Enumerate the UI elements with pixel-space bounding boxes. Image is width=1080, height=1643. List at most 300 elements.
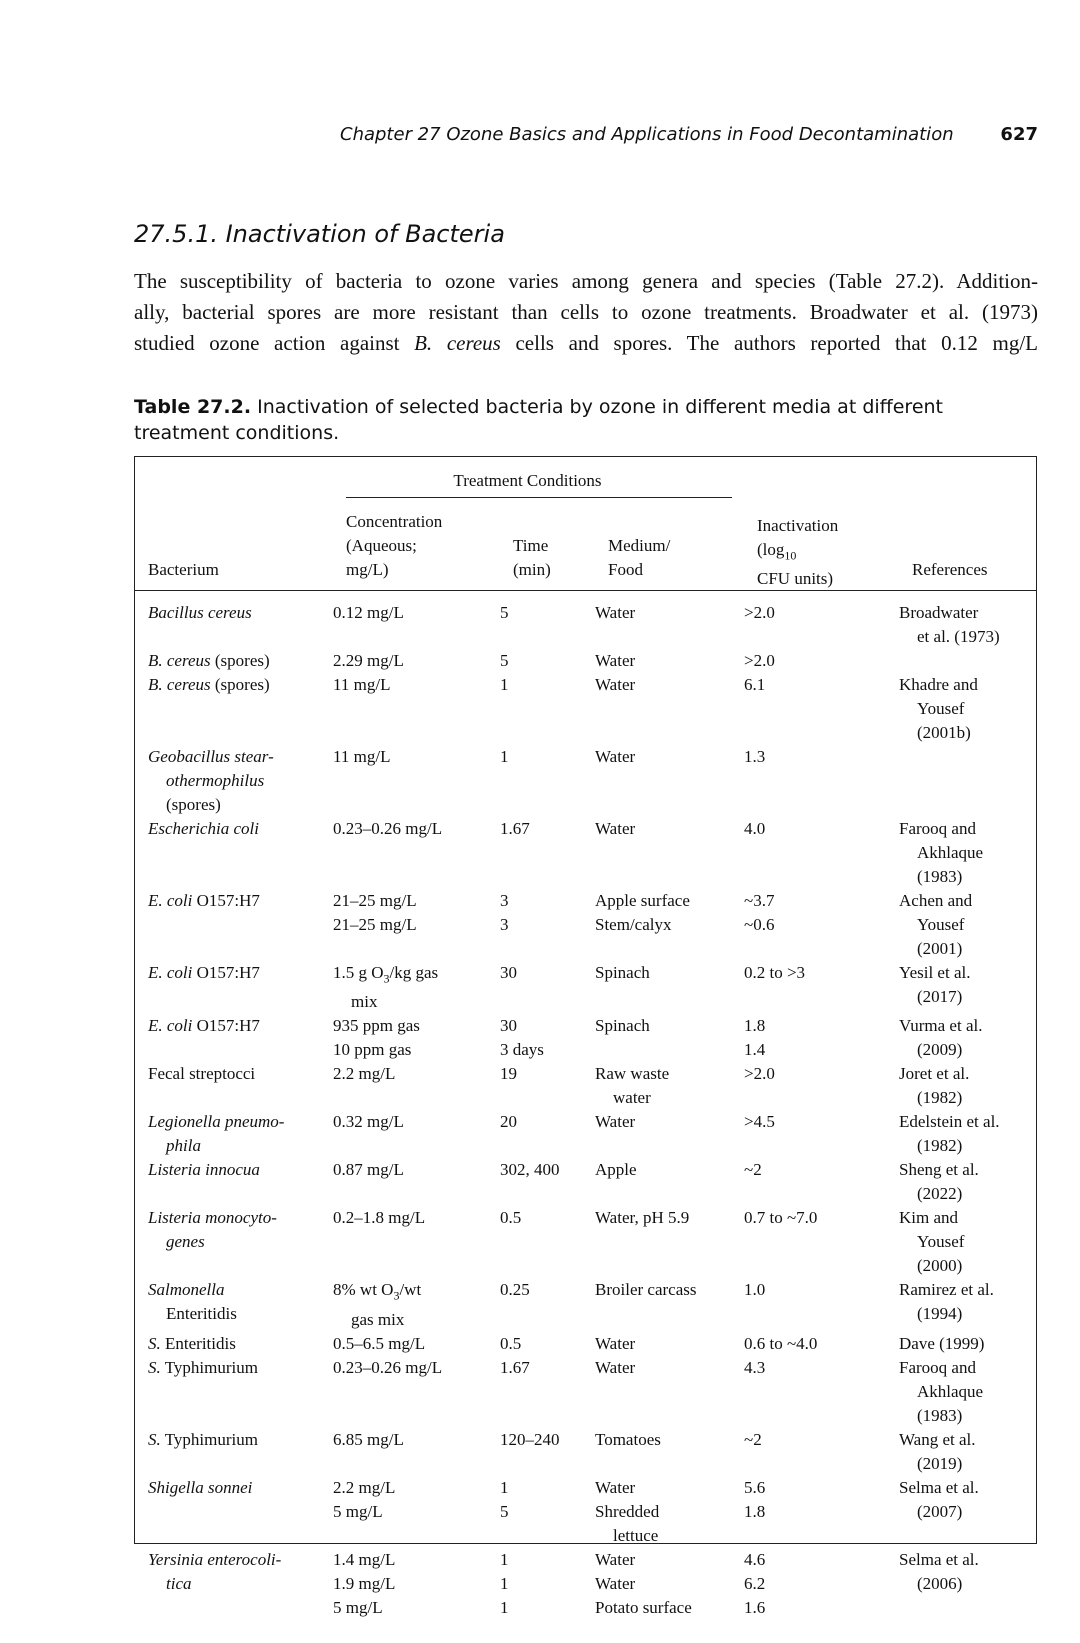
text-run: Enteritidis xyxy=(160,1333,236,1353)
text-run: E. coli xyxy=(148,1016,193,1036)
cell-line xyxy=(148,745,333,769)
cell-line: 6.2 xyxy=(744,1573,766,1593)
cell-line: 120–240 xyxy=(500,1429,560,1449)
cell-line: 1.8 xyxy=(744,1501,766,1521)
cell-line: Water, pH 5.9 xyxy=(595,1208,690,1228)
cell-line: (1983) xyxy=(917,867,963,886)
cell-line: 0.2–1.8 mg/L xyxy=(333,1208,426,1228)
table-row xyxy=(135,673,1036,745)
cell-inactivation xyxy=(744,1428,899,1476)
cell-line: Water xyxy=(595,1477,636,1497)
cell-line xyxy=(148,1548,333,1572)
col-header-references: References xyxy=(912,560,988,579)
cell-line: (2006) xyxy=(917,1573,963,1593)
text-run: othermophilus xyxy=(166,771,265,790)
table-row xyxy=(135,817,1036,889)
cell-line: 0.23–0.26 mg/L xyxy=(333,1357,443,1377)
text-run: Geobacillus stear- xyxy=(148,747,274,766)
cell-line: (2009) xyxy=(917,1040,963,1060)
cell-line: (2022) xyxy=(917,1184,963,1204)
cell-line: (2019) xyxy=(917,1453,963,1473)
cell-medium xyxy=(595,961,744,1014)
cell-references xyxy=(899,1206,1034,1278)
text-run: S. xyxy=(148,1429,161,1449)
cell-line: Khadre and xyxy=(899,675,978,694)
cell-references xyxy=(899,745,1034,817)
table-row xyxy=(135,1206,1036,1278)
cell-time xyxy=(500,1278,595,1331)
text-run: phila xyxy=(166,1136,201,1156)
cell-references xyxy=(899,1110,1034,1158)
cell-line: 20 xyxy=(500,1112,517,1132)
cell-inactivation xyxy=(744,1356,899,1428)
cell-concentration xyxy=(333,673,500,745)
cell-time xyxy=(500,1014,595,1062)
table-row xyxy=(135,1332,1036,1356)
cell-line: 1.4 mg/L xyxy=(333,1549,396,1569)
cell-line xyxy=(148,649,333,673)
cell-line: 0.7 to ~7.0 xyxy=(744,1208,818,1228)
cell-line: 0.5 xyxy=(500,1333,522,1353)
cell-line: Yousef xyxy=(917,699,965,718)
table-row xyxy=(135,1278,1036,1331)
cell-line: Water xyxy=(595,1573,636,1593)
cell-line: ~3.7 xyxy=(744,891,775,910)
cell-line: 302, 400 xyxy=(500,1160,560,1180)
cell-references xyxy=(899,1476,1034,1548)
running-title: Chapter 27 Ozone Basics and Applications in Food Decontamination xyxy=(340,124,954,145)
cell-line: 5 mg/L xyxy=(333,1501,383,1521)
cell-line: 1 xyxy=(500,747,509,766)
cell-references xyxy=(899,1356,1034,1428)
cell-line: >2.0 xyxy=(744,603,775,622)
cell-inactivation xyxy=(744,1332,899,1356)
cell-line: (1982) xyxy=(917,1136,963,1156)
cell-line: 1.8 xyxy=(744,1016,766,1036)
cell-references xyxy=(899,1062,1034,1110)
col-header-line: Food xyxy=(608,560,643,579)
text-run: Yersinia enterocoli- xyxy=(148,1549,282,1569)
cell-bacterium xyxy=(135,1428,333,1476)
cell-inactivation xyxy=(744,817,899,889)
cell-line: 6.85 mg/L xyxy=(333,1429,404,1449)
cell-concentration xyxy=(333,601,500,649)
cell-bacterium xyxy=(135,889,333,961)
cell-line: 5 mg/L xyxy=(333,1597,383,1617)
section-title: 27.5.1. Inactivation of Bacteria xyxy=(134,220,505,248)
cell-concentration xyxy=(333,1476,500,1548)
cell-line: (1983) xyxy=(917,1405,963,1425)
cell-line: Shredded xyxy=(595,1501,660,1521)
cell-line: 11 mg/L xyxy=(333,747,391,766)
cell-time xyxy=(500,1476,595,1548)
cell-line: 4.0 xyxy=(744,819,766,838)
cell-line: Selma et al. xyxy=(899,1549,979,1569)
cell-line: 21–25 mg/L xyxy=(333,915,417,934)
cell-line: 0.23–0.26 mg/L xyxy=(333,819,443,838)
subscript: 10 xyxy=(784,548,797,563)
text-run: E. coli xyxy=(148,963,193,982)
species-name: B. cereus xyxy=(414,331,501,355)
cell-line: 1 xyxy=(500,1573,509,1593)
cell-concentration xyxy=(333,649,500,673)
cell-line: Yousef xyxy=(917,915,965,934)
table-row xyxy=(135,601,1036,649)
cell-line: Water xyxy=(595,747,636,766)
text-run: Typhimurium xyxy=(160,1357,258,1377)
cell-inactivation xyxy=(744,1014,899,1062)
cell-line: Ramirez et al. xyxy=(899,1280,994,1300)
cell-line: 0.87 mg/L xyxy=(333,1160,404,1180)
paragraph-line: ally, bacterial spores are more resistant than cells to ozone treatments. Broadwater et al. (1973) xyxy=(134,300,1038,324)
cell-line: 1 xyxy=(500,1549,509,1569)
cell-time xyxy=(500,649,595,673)
col-header-concentration xyxy=(346,510,442,582)
cell-line xyxy=(148,817,333,841)
cell-line: (1982) xyxy=(917,1088,963,1108)
cell-line: Stem/calyx xyxy=(595,915,672,934)
text-run: tica xyxy=(166,1573,192,1593)
cell-line: 30 xyxy=(500,1016,517,1036)
cell-line: 3 xyxy=(500,891,509,910)
table-row xyxy=(135,1014,1036,1062)
cell-line: 0.2 to >3 xyxy=(744,963,806,982)
cell-line: 1 xyxy=(500,1477,509,1497)
cell-time xyxy=(500,1428,595,1476)
col-header-line: mg/L) xyxy=(346,560,389,579)
cell-concentration xyxy=(333,1428,500,1476)
cell-references xyxy=(899,673,1034,745)
col-header-line: Time xyxy=(513,536,549,555)
subscript: 3 xyxy=(383,971,390,986)
cell-line: Wang et al. xyxy=(899,1429,976,1449)
cell-medium xyxy=(595,1356,744,1428)
cell-line: Joret et al. xyxy=(899,1064,970,1084)
cell-line: 1 xyxy=(500,675,509,694)
cell-line: 1.9 mg/L xyxy=(333,1573,396,1593)
table-row xyxy=(135,961,1036,1014)
cell-line: >2.0 xyxy=(744,1064,775,1084)
col-header-inactivation xyxy=(757,514,838,591)
cell-line: 0.12 mg/L xyxy=(333,603,404,622)
cell-line xyxy=(148,1110,333,1134)
cell-line: 0.32 mg/L xyxy=(333,1112,404,1132)
cell-time xyxy=(500,1332,595,1356)
cell-line xyxy=(148,769,333,793)
text-run: (spores) xyxy=(166,795,221,814)
text-run: Legionella pneumo- xyxy=(148,1112,285,1132)
cell-line: et al. (1973) xyxy=(917,627,1000,646)
cell-medium xyxy=(595,1278,744,1331)
text-run: E. coli xyxy=(148,891,193,910)
cell-line xyxy=(148,1428,333,1452)
cell-line: ~0.6 xyxy=(744,915,775,934)
cell-line: Apple surface xyxy=(595,891,690,910)
cell-line: >4.5 xyxy=(744,1112,775,1132)
cell-line xyxy=(148,1206,333,1230)
table-row xyxy=(135,1356,1036,1428)
cell-inactivation xyxy=(744,745,899,817)
cell-line: gas mix xyxy=(351,1309,405,1329)
cell-concentration xyxy=(333,1062,500,1110)
cell-medium xyxy=(595,1476,744,1548)
cell-bacterium xyxy=(135,1110,333,1158)
cell-line: Yesil et al. xyxy=(899,963,971,982)
cell-bacterium xyxy=(135,1158,333,1206)
table-row xyxy=(135,1428,1036,1476)
cell-inactivation xyxy=(744,1278,899,1331)
cell-line: 6.1 xyxy=(744,675,766,694)
caption-label: Table 27.2. xyxy=(134,396,252,418)
cell-line: ~2 xyxy=(744,1429,762,1449)
table-row xyxy=(135,889,1036,961)
cell-inactivation xyxy=(744,1062,899,1110)
paragraph-line xyxy=(134,328,1038,359)
cell-line: Water xyxy=(595,1333,636,1353)
cell-medium xyxy=(595,889,744,961)
cell-time xyxy=(500,601,595,649)
cell-concentration xyxy=(333,1014,500,1062)
cell-medium xyxy=(595,1332,744,1356)
cell-bacterium xyxy=(135,601,333,649)
cell-inactivation xyxy=(744,889,899,961)
text-run: Enteritidis xyxy=(166,1304,237,1324)
text-run: Typhimurium xyxy=(160,1429,258,1449)
cell-line: Water xyxy=(595,1357,636,1377)
cell-line: Water xyxy=(595,651,636,670)
table-row xyxy=(135,649,1036,673)
cell-references xyxy=(899,1014,1034,1062)
cell-bacterium xyxy=(135,1062,333,1110)
cell-line: 2.2 mg/L xyxy=(333,1477,396,1497)
paragraph-text: cells and spores. The authors reported that 0.12 mg/L xyxy=(500,331,1038,355)
cell-line: 935 ppm gas xyxy=(333,1016,420,1036)
cell-line: Farooq and xyxy=(899,819,976,838)
cell-line: (1994) xyxy=(917,1304,963,1324)
cell-line: >2.0 xyxy=(744,651,775,670)
cell-medium xyxy=(595,1110,744,1158)
data-table xyxy=(134,456,1037,1617)
cell-line: Farooq and xyxy=(899,1357,976,1377)
cell-concentration xyxy=(333,1356,500,1428)
cell-line: Broadwater xyxy=(899,603,979,622)
cell-line: (2000) xyxy=(917,1256,963,1276)
cell-medium xyxy=(595,817,744,889)
paragraph-line: The susceptibility of bacteria to ozone varies among genera and species (Table 27.2). Addition- xyxy=(134,269,1038,293)
cell-line: Water xyxy=(595,1112,636,1132)
table-row xyxy=(135,1062,1036,1110)
cell-inactivation xyxy=(744,1158,899,1206)
text-run: (spores) xyxy=(210,675,270,694)
cell-line: 0.5 xyxy=(500,1208,522,1228)
cell-references xyxy=(899,889,1034,961)
cell-line: 1.3 xyxy=(744,747,766,766)
cell-line: 5 xyxy=(500,1501,509,1521)
cell-line: 11 mg/L xyxy=(333,675,391,694)
cell-line: 5.6 xyxy=(744,1477,766,1497)
cell-line xyxy=(148,1476,333,1500)
cell-concentration xyxy=(333,1110,500,1158)
caption-text: Inactivation of selected bacteria by ozone in different media at different treatment conditions. xyxy=(134,396,944,444)
col-header-line: Concentration xyxy=(346,512,443,531)
table-row xyxy=(135,745,1036,817)
text-run: O157:H7 xyxy=(192,891,260,910)
cell-line: Akhlaque xyxy=(917,843,984,862)
cell-concentration xyxy=(333,889,500,961)
col-header-line: (Aqueous; xyxy=(346,536,417,555)
cell-line xyxy=(148,1134,333,1158)
col-header-time xyxy=(513,534,551,582)
cell-line: 1.67 xyxy=(500,819,530,838)
cell-line xyxy=(148,1572,333,1596)
text-run: (spores) xyxy=(210,651,270,670)
cell-line xyxy=(148,1278,333,1302)
cell-line: 4.3 xyxy=(744,1357,766,1377)
cell-bacterium xyxy=(135,649,333,673)
cell-line xyxy=(148,1332,333,1356)
cell-line: 2.29 mg/L xyxy=(333,651,404,670)
cell-line: Spinach xyxy=(595,1016,650,1036)
cell-bacterium xyxy=(135,673,333,745)
cell-medium xyxy=(595,1014,744,1062)
table-body xyxy=(135,601,1036,1620)
cell-line: Sheng et al. xyxy=(899,1160,979,1180)
cell-line: Akhlaque xyxy=(917,1381,984,1401)
col-header-bacterium: Bacterium xyxy=(148,560,219,579)
col-header-line: CFU units) xyxy=(757,569,834,589)
cell-medium xyxy=(595,601,744,649)
cell-bacterium xyxy=(135,1332,333,1356)
cell-line xyxy=(148,889,333,913)
text-run: O157:H7 xyxy=(192,963,260,982)
cell-line xyxy=(148,1302,333,1326)
table-row xyxy=(135,1548,1036,1620)
cell-concentration xyxy=(333,745,500,817)
cell-line: (2007) xyxy=(917,1501,963,1521)
text-run: B. cereus xyxy=(148,651,211,670)
cell-line: 30 xyxy=(500,963,517,982)
cell-bacterium xyxy=(135,1476,333,1548)
cell-time xyxy=(500,673,595,745)
cell-concentration xyxy=(333,1548,500,1620)
cell-inactivation xyxy=(744,1110,899,1158)
cell-time xyxy=(500,817,595,889)
cell-time xyxy=(500,1356,595,1428)
cell-line: (2001b) xyxy=(917,723,971,742)
cell-line: 4.6 xyxy=(744,1549,766,1569)
cell-line: Potato surface xyxy=(595,1597,692,1617)
cell-line: 2.2 mg/L xyxy=(333,1064,396,1084)
cell-medium xyxy=(595,1158,744,1206)
cell-time xyxy=(500,1158,595,1206)
cell-line: 1.4 xyxy=(744,1040,766,1060)
cell-line: 3 days xyxy=(500,1040,544,1060)
cell-inactivation xyxy=(744,601,899,649)
text-run: O157:H7 xyxy=(192,1016,260,1036)
cell-line: Raw waste xyxy=(595,1064,670,1084)
cell-line: Spinach xyxy=(595,963,650,982)
cell-line xyxy=(148,601,333,625)
cell-line: 0.25 xyxy=(500,1280,530,1300)
cell-line: 1 xyxy=(500,1597,509,1617)
subscript: 3 xyxy=(393,1288,400,1303)
cell-inactivation xyxy=(744,961,899,1014)
cell-bacterium xyxy=(135,817,333,889)
table-row xyxy=(135,1158,1036,1206)
cell-line: Achen and xyxy=(899,891,973,910)
paragraph-text: studied ozone action against xyxy=(134,331,415,355)
col-header-line: (min) xyxy=(513,560,551,579)
cell-medium xyxy=(595,1548,744,1620)
table-row xyxy=(135,1110,1036,1158)
cell-line: Water xyxy=(595,675,636,694)
cell-line: Edelstein et al. xyxy=(899,1112,1000,1132)
group-header-rule xyxy=(346,497,732,498)
cell-line: 19 xyxy=(500,1064,517,1084)
cell-references xyxy=(899,1428,1034,1476)
cell-line: Broiler carcass xyxy=(595,1280,697,1300)
text-run: genes xyxy=(166,1232,205,1252)
cell-line: Vurma et al. xyxy=(899,1016,983,1036)
cell-line: Tomatoes xyxy=(595,1429,661,1449)
cell-time xyxy=(500,1206,595,1278)
cell-line xyxy=(148,1062,333,1086)
cell-concentration xyxy=(333,1158,500,1206)
cell-concentration xyxy=(333,1206,500,1278)
cell-references xyxy=(899,1332,1034,1356)
cell-line: 1.0 xyxy=(744,1280,766,1300)
text-run: Shigella sonnei xyxy=(148,1477,253,1497)
cell-concentration xyxy=(333,817,500,889)
cell-line: 3 xyxy=(500,915,509,934)
col-header-medium xyxy=(608,534,670,582)
cell-concentration xyxy=(333,961,500,1014)
text-run: S. xyxy=(148,1357,161,1377)
cell-line: lettuce xyxy=(613,1525,659,1545)
cell-inactivation xyxy=(744,1206,899,1278)
cell-line: Yousef xyxy=(917,1232,965,1252)
cell-references xyxy=(899,961,1034,1014)
cell-time xyxy=(500,961,595,1014)
cell-line: Kim and xyxy=(899,1208,959,1228)
cell-inactivation xyxy=(744,649,899,673)
cell-line: ~2 xyxy=(744,1160,762,1180)
cell-time xyxy=(500,889,595,961)
running-head xyxy=(340,124,1038,145)
cell-line: Apple xyxy=(595,1160,637,1180)
text-run: B. cereus xyxy=(148,675,211,694)
cell-line: 8% wt $O_3/wt$ xyxy=(333,1280,422,1303)
cell-bacterium xyxy=(135,745,333,817)
cell-inactivation xyxy=(744,1548,899,1620)
cell-medium xyxy=(595,1062,744,1110)
cell-line: 5 xyxy=(500,603,509,622)
cell-bacterium xyxy=(135,1548,333,1620)
cell-medium xyxy=(595,1206,744,1278)
cell-time xyxy=(500,745,595,817)
table-row xyxy=(135,1476,1036,1548)
col-header-text: (log xyxy=(757,540,785,559)
cell-references xyxy=(899,1278,1034,1331)
cell-line xyxy=(148,1158,333,1182)
cell-line: (2017) xyxy=(917,987,963,1006)
cell-inactivation xyxy=(744,1476,899,1548)
cell-medium xyxy=(595,673,744,745)
cell-line: Selma et al. xyxy=(899,1477,979,1497)
cell-line xyxy=(148,793,333,817)
cell-bacterium xyxy=(135,1356,333,1428)
cell-line xyxy=(148,673,333,697)
